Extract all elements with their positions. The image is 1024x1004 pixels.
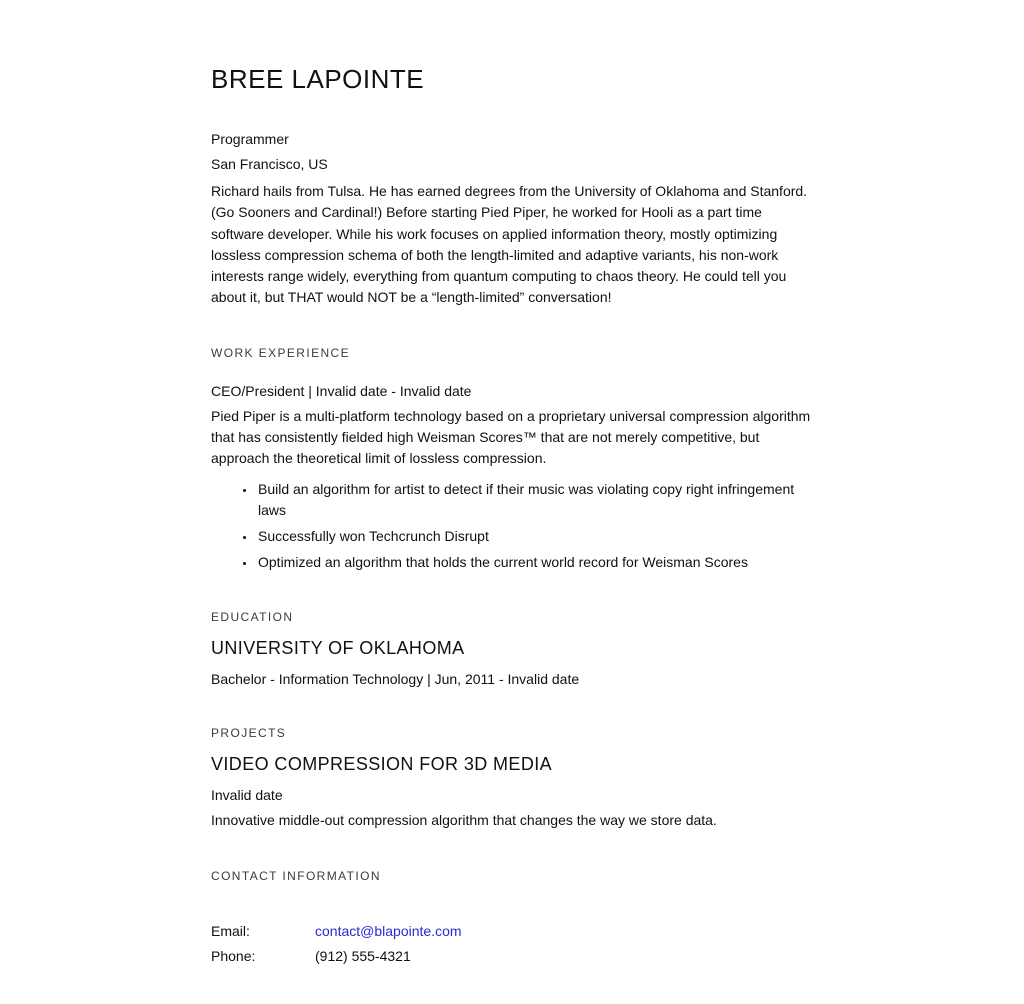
education-school-name: UNIVERSITY OF OKLAHOMA [211,637,465,658]
project-description: Innovative middle-out compression algorithm that changes the way we store data. [211,811,717,828]
job-highlight-item: • Optimized an algorithm that holds the current world record for Weisman Scores [256,552,815,573]
resume-content [211,63,815,969]
person-location: San Francisco, US [211,156,328,172]
section-heading-contact: CONTACT INFORMATION [211,868,381,883]
job-description: Pied Piper is a multi-platform technology based on a proprietary universal compression algorithm that has consistently fielded high Weisman Scores™ that are not merely competitive, but approach the theoretical limit of lossless compression. [211,407,811,467]
section-heading-projects: PROJECTS [211,725,287,740]
person-name: BREE LAPOINTE [211,64,425,94]
contact-email-link[interactable]: contact@blapointe.com [315,922,462,939]
job-highlights-list [211,479,815,573]
person-bio: Richard hails from Tulsa. He has earned degrees from the University of Oklahoma and Stanford. (Go Sooners and Cardinal!) Before starting Pied Piper, he worked for Hooli as a part time software developer. While his work focuses on applied information theory, mostly optimizing lossless compression schema of both the length-limited and adaptive variants, his non-work interests range widely, everything from quantum computing to chaos theory. He could tell you about it, but THAT would NOT be a “length-limited” conversation! [211,183,808,306]
education-degree-line: Bachelor - Information Technology | Jun, 2011 - Invalid date [211,670,580,687]
person-role: Programmer [211,131,289,147]
contact-email-label: Email: [211,922,250,939]
job-title-line: CEO/President | Invalid date - Invalid date [211,382,472,399]
contact-phone-value: (912) 555-4321 [315,947,411,964]
job-highlight-item: • Build an algorithm for artist to detect if their music was violating copy right infringement laws [256,479,815,522]
project-title: VIDEO COMPRESSION FOR 3D MEDIA [211,753,553,774]
contact-row-email [211,919,815,944]
section-heading-work-experience: WORK EXPERIENCE [211,345,351,360]
contact-row-phone [211,944,815,969]
job-highlight-item: • Successfully won Techcrunch Disrupt [256,526,815,547]
contact-phone-label: Phone: [211,947,256,964]
section-heading-education: EDUCATION [211,609,294,624]
contact-table [211,919,815,969]
project-date: Invalid date [211,786,283,803]
